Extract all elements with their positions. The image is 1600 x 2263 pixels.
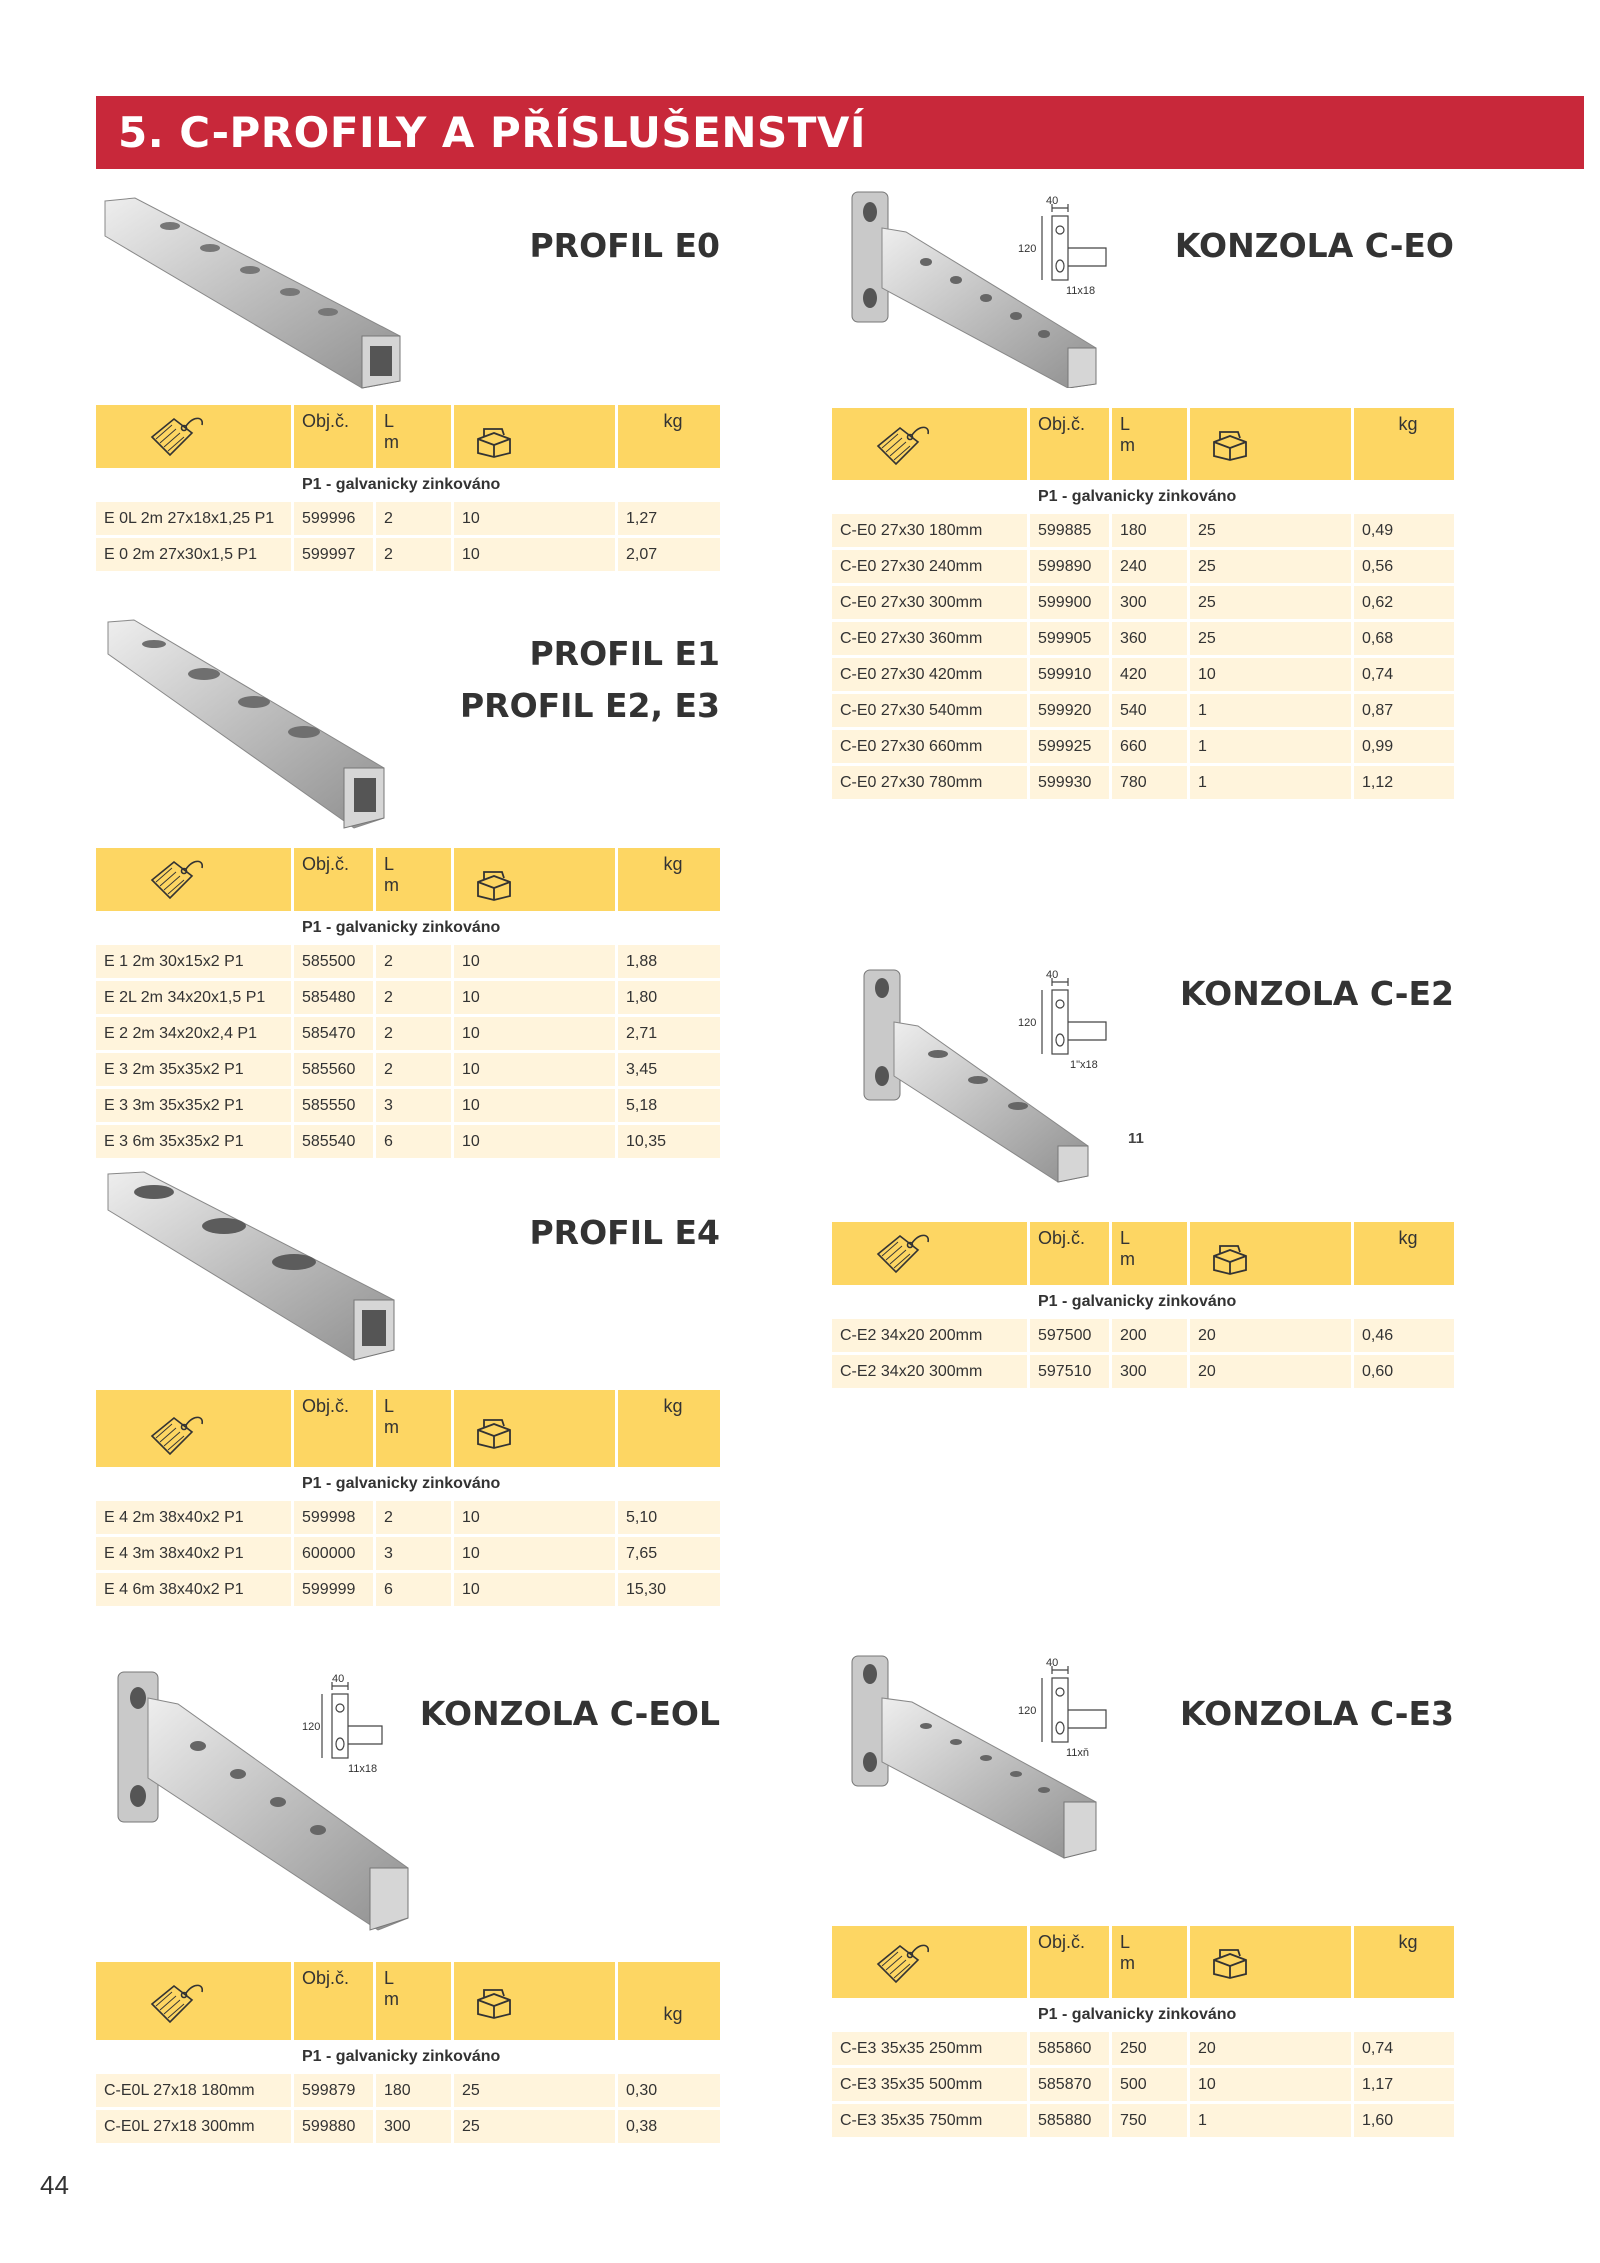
table-row: E 2 2m 34x20x2,4 P1 585470 2 10 2,71 <box>96 1017 720 1053</box>
package-icon <box>474 868 514 902</box>
section-banner <box>96 96 1584 169</box>
tag-cell <box>832 1222 1030 1285</box>
group-label: P1 - galvanicky zinkováno <box>1030 1285 1454 1319</box>
svg-text:11x18: 11x18 <box>348 1763 378 1775</box>
table-row: C-E0L 27x18 180mm 599879 180 25 0,30 <box>96 2074 720 2110</box>
table-row: C-E2 34x20 300mm 597510 300 20 0,60 <box>832 1355 1454 1391</box>
group-label: P1 - galvanicky zinkováno <box>294 1467 720 1501</box>
package-icon <box>1210 1946 1250 1980</box>
length-header: L m <box>376 1390 454 1467</box>
package-header <box>454 1962 618 2040</box>
table-row: C-E0 27x30 360mm 599905 360 25 0,68 <box>832 622 1454 658</box>
svg-text:11x18: 11x18 <box>1066 285 1096 297</box>
profile-e1-table <box>96 848 720 1161</box>
obj-header: Obj.č. <box>294 1962 376 2040</box>
profile-e0-photo <box>100 196 410 396</box>
profile-e1-photo <box>104 618 394 838</box>
table-row: E 1 2m 30x15x2 P1 585500 2 10 1,88 <box>96 945 720 981</box>
bracket-ce3-drawing <box>1016 1656 1116 1766</box>
bracket-ce2-table <box>832 1222 1454 1391</box>
profile-e0-title: PROFIL E0 <box>529 226 720 265</box>
svg-text:120: 120 <box>302 1721 321 1733</box>
length-header: L m <box>376 848 454 911</box>
bracket-ce3-title: KONZOLA C-E3 <box>1180 1694 1454 1733</box>
package-header <box>1190 1222 1354 1285</box>
profile-e1-title: PROFIL E1 PROFIL E2, E3 <box>459 634 720 725</box>
package-icon <box>474 1416 514 1450</box>
bracket-ce2-title: KONZOLA C-E2 <box>1180 974 1454 1013</box>
table-row: E 4 2m 38x40x2 P1 599998 2 10 5,10 <box>96 1501 720 1537</box>
package-header <box>454 1390 618 1467</box>
tag-cell <box>832 1926 1030 1998</box>
table-row: E 3 6m 35x35x2 P1 585540 6 10 10,35 <box>96 1125 720 1161</box>
table-row: C-E0 27x30 300mm 599900 300 25 0,62 <box>832 586 1454 622</box>
table-row: E 3 2m 35x35x2 P1 585560 2 10 3,45 <box>96 1053 720 1089</box>
package-icon <box>1210 1242 1250 1276</box>
profile-e4-title: PROFIL E4 <box>529 1213 720 1252</box>
kg-header: kg <box>618 1390 720 1467</box>
tag-cell <box>96 405 294 468</box>
svg-text:40: 40 <box>1046 1657 1059 1669</box>
obj-header: Obj.č. <box>1030 1926 1112 1998</box>
bracket-ce3-table <box>832 1926 1454 2140</box>
group-label: P1 - galvanicky zinkováno <box>294 911 720 945</box>
price-tag-icon <box>144 1978 208 2030</box>
group-label: P1 - galvanicky zinkováno <box>1030 480 1454 514</box>
price-tag-icon <box>870 1228 934 1280</box>
kg-header: kg <box>1354 1222 1454 1285</box>
section-heading: 5. C-PROFILY A PŘÍSLUŠENSTVÍ <box>118 108 867 157</box>
table-row: C-E3 35x35 750mm 585880 750 1 1,60 <box>832 2104 1454 2140</box>
package-header <box>1190 1926 1354 1998</box>
table-row: C-E0 27x30 420mm 599910 420 10 0,74 <box>832 658 1454 694</box>
obj-header: Obj.č. <box>1030 408 1112 480</box>
bracket-ce2-drawing <box>1016 968 1116 1078</box>
table-row: C-E2 34x20 200mm 597500 200 20 0,46 <box>832 1319 1454 1355</box>
bracket-ceol-title: KONZOLA C-EOL <box>419 1694 720 1733</box>
bracket-ceol-table <box>96 1962 720 2146</box>
svg-text:120: 120 <box>1018 243 1037 255</box>
bracket-ceo-title: KONZOLA C-EO <box>1174 226 1454 265</box>
table-row: C-E0 27x30 660mm 599925 660 1 0,99 <box>832 730 1454 766</box>
svg-text:1"x18: 1"x18 <box>1070 1059 1098 1071</box>
package-icon <box>1210 428 1250 462</box>
svg-text:40: 40 <box>1046 969 1059 981</box>
package-icon <box>474 1986 514 2020</box>
table-row: C-E0 27x30 180mm 599885 180 25 0,49 <box>832 514 1454 550</box>
table-row: E 0 2m 27x30x1,5 P1 599997 2 10 2,07 <box>96 538 720 574</box>
table-row: C-E0 27x30 540mm 599920 540 1 0,87 <box>832 694 1454 730</box>
bracket-ceol-drawing <box>302 1672 392 1782</box>
length-header: L m <box>1112 408 1190 480</box>
bracket-ce2-drawing-note: 11 <box>1128 1130 1144 1147</box>
package-icon <box>474 425 514 459</box>
length-header: L m <box>376 1962 454 2040</box>
kg-header: kg <box>618 1962 720 2040</box>
group-label: P1 - galvanicky zinkováno <box>1030 1998 1454 2032</box>
package-header <box>1190 408 1354 480</box>
obj-header: Obj.č. <box>294 848 376 911</box>
package-header <box>454 405 618 468</box>
package-header <box>454 848 618 911</box>
svg-text:120: 120 <box>1018 1705 1037 1717</box>
svg-text:40: 40 <box>1046 195 1059 207</box>
table-row: E 4 6m 38x40x2 P1 599999 6 10 15,30 <box>96 1573 720 1609</box>
table-row: E 3 3m 35x35x2 P1 585550 3 10 5,18 <box>96 1089 720 1125</box>
bracket-ceo-table <box>832 408 1454 802</box>
tag-cell <box>96 1962 294 2040</box>
price-tag-icon <box>144 1410 208 1462</box>
tag-cell <box>96 848 294 911</box>
price-tag-icon <box>870 1938 934 1990</box>
length-header: L m <box>1112 1222 1190 1285</box>
table-row: E 4 3m 38x40x2 P1 600000 3 10 7,65 <box>96 1537 720 1573</box>
page-number: 44 <box>40 2170 69 2200</box>
length-header: L m <box>1112 1926 1190 1998</box>
price-tag-icon <box>144 411 208 463</box>
kg-header: kg <box>618 848 720 911</box>
group-label: P1 - galvanicky zinkováno <box>294 468 720 502</box>
profile-e0-table <box>96 405 720 574</box>
svg-text:40: 40 <box>332 1673 345 1685</box>
price-tag-icon <box>870 420 934 472</box>
table-row: C-E0 27x30 240mm 599890 240 25 0,56 <box>832 550 1454 586</box>
obj-header: Obj.č. <box>1030 1222 1112 1285</box>
table-row: C-E3 35x35 500mm 585870 500 10 1,17 <box>832 2068 1454 2104</box>
price-tag-icon <box>144 854 208 906</box>
table-row: C-E3 35x35 250mm 585860 250 20 0,74 <box>832 2032 1454 2068</box>
tag-cell <box>832 408 1030 480</box>
bracket-ceo-drawing <box>1016 194 1116 304</box>
profile-e4-table <box>96 1390 720 1609</box>
profile-e4-photo <box>104 1170 404 1370</box>
svg-text:11xň: 11xň <box>1066 1747 1090 1759</box>
table-row: C-E0L 27x18 300mm 599880 300 25 0,38 <box>96 2110 720 2146</box>
kg-header: kg <box>1354 408 1454 480</box>
group-label: P1 - galvanicky zinkováno <box>294 2040 720 2074</box>
table-row: E 0L 2m 27x18x1,25 P1 599996 2 10 1,27 <box>96 502 720 538</box>
obj-header: Obj.č. <box>294 1390 376 1467</box>
length-header: L m <box>376 405 454 468</box>
kg-header: kg <box>618 405 720 468</box>
svg-text:120: 120 <box>1018 1017 1037 1029</box>
table-row: C-E0 27x30 780mm 599930 780 1 1,12 <box>832 766 1454 802</box>
table-row: E 2L 2m 34x20x1,5 P1 585480 2 10 1,80 <box>96 981 720 1017</box>
tag-cell <box>96 1390 294 1467</box>
kg-header: kg <box>1354 1926 1454 1998</box>
obj-header: Obj.č. <box>294 405 376 468</box>
